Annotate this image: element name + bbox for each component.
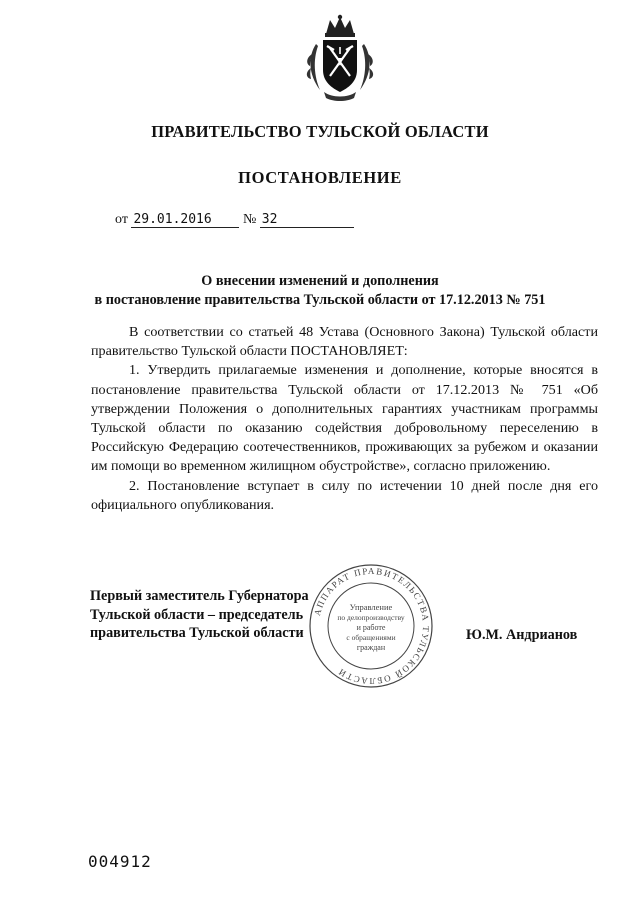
subject-line-2: в постановление правительства Тульской области от 17.12.2013 № 751 bbox=[94, 292, 546, 308]
stamp-outer-text: АППАРАТ ПРАВИТЕЛЬСТВА ТУЛЬСКОЙ ОБЛАСТИ bbox=[312, 565, 432, 687]
date-value: 29.01.2016 bbox=[131, 212, 239, 228]
official-stamp-icon bbox=[307, 562, 435, 690]
serial-number: 004912 bbox=[88, 852, 152, 871]
signatory-title-line-1: Первый заместитель Губернатора bbox=[90, 588, 309, 604]
signatory-title-line-2: Тульской области – председатель bbox=[90, 606, 304, 623]
stamp-inner-line-1: Управление bbox=[349, 602, 393, 612]
stamp-inner-line-4: с обращениями bbox=[346, 633, 396, 642]
registration-line bbox=[115, 212, 354, 228]
document-body bbox=[91, 323, 598, 515]
body-paragraph-2: 1. Утвердить прилагаемые изменения и дополнение, которые вносятся в постановление правительства Тульской области от 17.12.2013 № 751 «Об утверждении Положения о дополнительных гарантиях участникам программы Тульской области по оказанию содействия добровольному переселению в Российскую Федерацию соотечественников, проживающих за рубежом и оказании им помощи во временном жилищном обустройстве», согласно приложению. bbox=[91, 362, 598, 475]
signatory-title-line-3: правительства Тульской области bbox=[90, 625, 304, 641]
stamp-inner-line-3: и работе bbox=[356, 623, 386, 632]
date-label: от bbox=[115, 212, 128, 227]
number-value: 32 bbox=[260, 212, 354, 228]
document-type-title: ПОСТАНОВЛЕНИЕ bbox=[238, 168, 402, 187]
body-paragraph-3: 2. Постановление вступает в силу по истечении 10 дней после дня его официального опубликования. bbox=[91, 477, 598, 513]
subject-line-1: О внесении изменений и дополнения bbox=[201, 273, 439, 289]
number-label: № bbox=[242, 212, 257, 227]
body-paragraph-1: В соответствии со статьей 48 Устава (Основного Закона) Тульской области правительство Тульской области ПОСТАНОВЛЯЕТ: bbox=[91, 324, 598, 360]
signatory-name: Ю.М. Андрианов bbox=[466, 627, 578, 643]
document-subject bbox=[0, 272, 640, 310]
signature-block bbox=[90, 587, 309, 643]
stamp-inner-line-2: по делопроизводству bbox=[337, 613, 405, 622]
organization-title: ПРАВИТЕЛЬСТВО ТУЛЬСКОЙ ОБЛАСТИ bbox=[151, 122, 489, 141]
coat-of-arms-icon bbox=[302, 14, 378, 102]
stamp-inner-line-5: граждан bbox=[356, 643, 386, 652]
